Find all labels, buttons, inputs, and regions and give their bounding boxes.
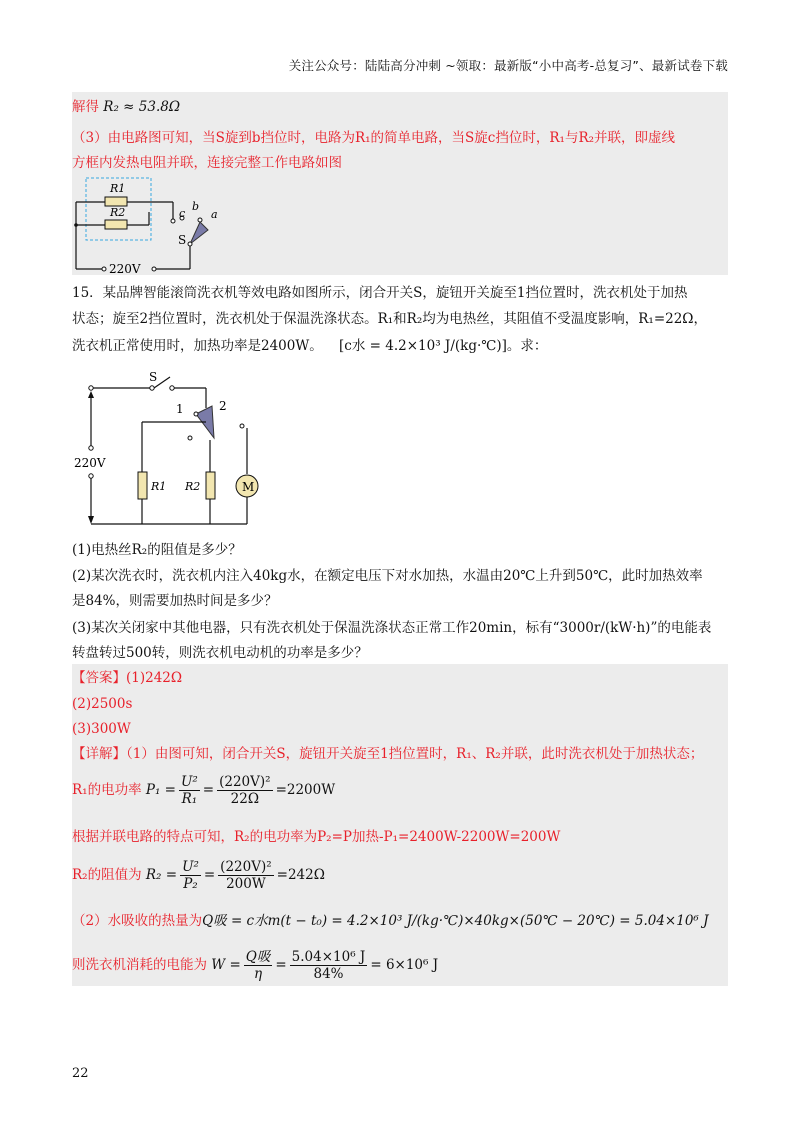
resistor-r2 — [105, 220, 127, 229]
detail-line5: （2）水吸收的热量为Q吸 = c水m(t − t₀) = 4.2×10³ J/(kg·℃)×40kg×(50℃ − 20℃) = 5.04×10⁶ J — [72, 913, 709, 929]
question-3-line1: (3)某次关闭家中其他电器，只有洗衣机处于保温洗涤状态正常工作20min，标有“3000r/(kW·h)”的电能表 — [72, 620, 712, 636]
label-a: a — [211, 208, 218, 221]
problem-line3: 洗衣机正常使用时，加热功率是2400W。 [c水 = 4.2×10³ J/(kg·℃)]。求： — [72, 338, 548, 354]
label-b: b — [192, 200, 200, 213]
resistor-r1 — [105, 197, 127, 206]
question-3-line2: 转盘转过500转，则洗衣机电动机的功率是多少？ — [72, 645, 368, 661]
label-motor: M — [242, 480, 255, 494]
label-r1: R1 — [110, 182, 126, 195]
prev-solution-math: R₂ ≈ 53.8Ω — [103, 99, 181, 115]
circuit-diagram-1 — [72, 172, 222, 276]
detail-line2: R₁的电功率 P₁ = $\frac{\text{U²}}{\text{R₁}}$ = $\frac{\text{(220V)²}}{22\Omega}$ =2200W — [72, 774, 336, 807]
answer-line3: (3)300W — [72, 721, 131, 737]
prev-solution-line3: 方框内发热电阻并联，连接完整工作电路如图 — [72, 155, 342, 171]
page-header: 关注公众号：陆陆高分冲刺 ~领取：最新版“小中高考-总复习”、最新试卷下载 — [288, 58, 728, 73]
label-s: S — [149, 370, 158, 384]
label-r2: R2 — [185, 480, 201, 493]
problem-line2: 状态；旋至2挡位置时，洗衣机处于保温洗涤状态。R₁和R₂均为电热丝，其阻值不受温度影响，R₁=22Ω， — [72, 311, 707, 327]
answer-block — [72, 664, 728, 986]
detail-line1: 【详解】（1）由图可知，闭合开关S，旋钮开关旋至1挡位置时，R₁、R₂并联，此时洗衣机处于加热状态； — [72, 746, 704, 762]
resistor-r1 — [138, 472, 147, 499]
detail-line6: 则洗衣机消耗的电能为 W = $\frac{\text{Q吸}}{\eta}$ = $\frac{\text{5.04×10⁶ J}}{84\%}$ = 6×10⁶ J — [72, 949, 439, 982]
problem-line1: 15．某品牌智能滚筒洗衣机等效电路如图所示，闭合开关S，旋钮开关旋至1挡位置时，洗衣机处于加热 — [72, 285, 688, 301]
detail-label: 【详解】 — [72, 746, 126, 762]
question-2-line1: (2)某次洗衣时，洗衣机内注入40kg水，在额定电压下对水加热，水温由20℃上升到50℃，此时加热效率 — [72, 568, 703, 584]
specific-heat-math: [c水 = 4.2×10³ J/(kg·℃)] — [339, 338, 507, 354]
label-voltage: 220V — [109, 262, 141, 276]
label-c: c — [179, 207, 186, 220]
prev-solution-line2: （3）由电路图可知，当S旋到b挡位时，电路为R₁的简单电路，当S旋c挡位时，R₁与R₂并联，即虚线 — [72, 130, 676, 146]
prev-solution-line1: 解得 R₂ ≈ 53.8Ω — [72, 99, 181, 115]
question-2-line2: 是84%，则需要加热时间是多少？ — [72, 593, 278, 609]
label-r1: R1 — [151, 480, 167, 493]
label-voltage: 220V — [74, 456, 106, 470]
answer-label: 【答案】 — [72, 670, 126, 686]
label-s: S — [178, 233, 187, 247]
circuit-diagram-2 — [72, 366, 272, 532]
rotary-switch — [190, 222, 208, 244]
label-pos1: 1 — [176, 402, 184, 416]
answer-line1: 【答案】(1)242Ω — [72, 670, 183, 686]
heat-equation: Q吸 = c水m(t − t₀) = 4.2×10³ J/(kg·℃)×40kg×(50℃ − 20℃) = 5.04×10⁶ J — [202, 913, 709, 929]
label-r2: R2 — [110, 206, 126, 219]
question-1: (1)电热丝R₂的阻值是多少？ — [72, 542, 242, 558]
answer-line2: (2)2500s — [72, 696, 133, 712]
detail-line3: 根据并联电路的特点可知，R₂的电功率为P₂=P加热-P₁=2400W-2200W=200W — [72, 829, 561, 845]
detail-line4: R₂的阻值为 R₂ = $\frac{\text{U²}}{\text{P₂}}$ = $\frac{\text{(220V)²}}{200W}$ =242Ω — [72, 859, 325, 892]
page-number: 22 — [72, 1066, 89, 1081]
label-pos2: 2 — [219, 399, 227, 413]
resistor-r2 — [206, 472, 215, 499]
